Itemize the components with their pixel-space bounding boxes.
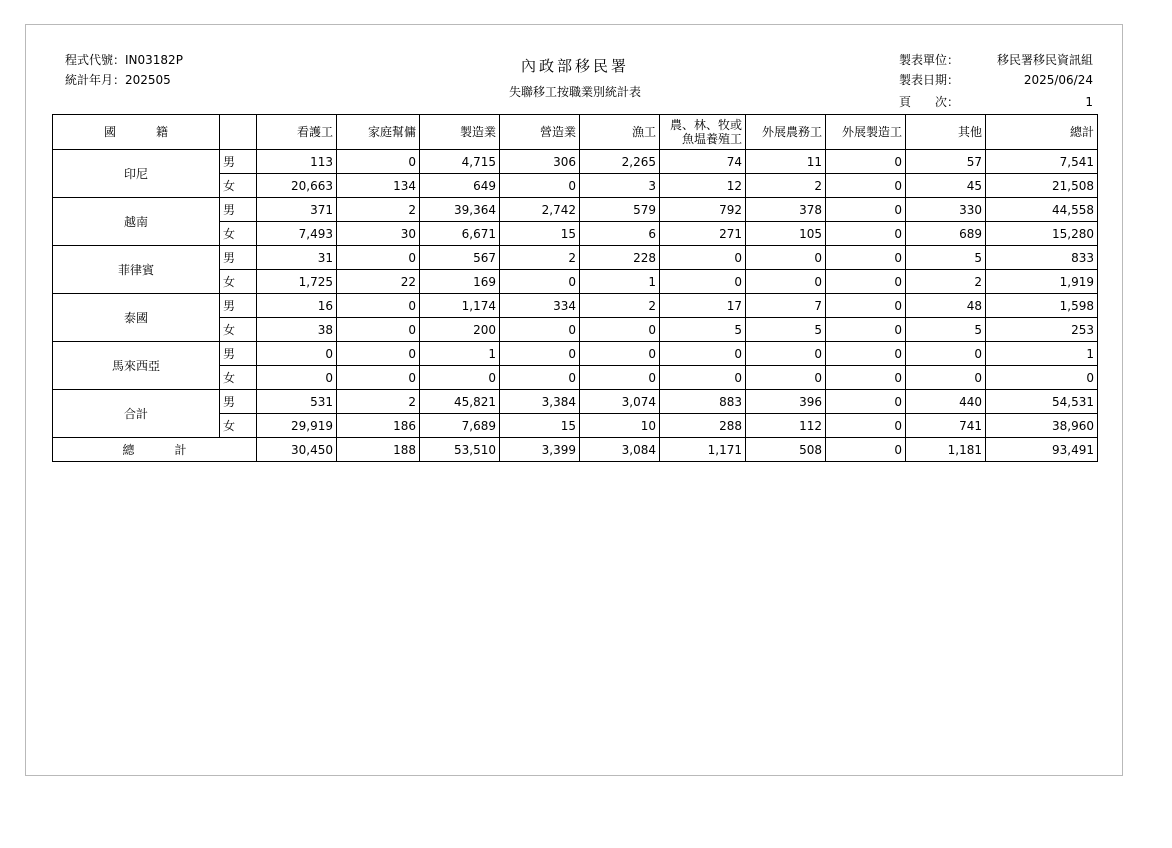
value-cell: 0 — [826, 198, 906, 222]
total-value-cell: 0 — [826, 438, 906, 462]
value-cell: 0 — [986, 366, 1098, 390]
value-cell: 1,174 — [420, 294, 500, 318]
value-cell: 228 — [580, 246, 660, 270]
value-cell: 31 — [257, 246, 337, 270]
value-cell: 741 — [906, 414, 986, 438]
sex-cell: 女 — [220, 318, 257, 342]
value-cell: 20,663 — [257, 174, 337, 198]
value-cell: 0 — [337, 318, 420, 342]
total-value-cell: 3,084 — [580, 438, 660, 462]
value-cell: 0 — [257, 366, 337, 390]
value-cell: 0 — [826, 366, 906, 390]
value-cell: 306 — [500, 150, 580, 174]
value-cell: 0 — [746, 246, 826, 270]
sex-cell: 男 — [220, 390, 257, 414]
sex-cell: 女 — [220, 222, 257, 246]
value-cell: 186 — [337, 414, 420, 438]
value-cell: 0 — [826, 414, 906, 438]
sex-cell: 女 — [220, 414, 257, 438]
col-sex — [220, 115, 257, 150]
value-cell: 689 — [906, 222, 986, 246]
value-cell: 0 — [337, 150, 420, 174]
value-cell: 0 — [826, 342, 906, 366]
date-label: 製表日期： — [899, 73, 960, 87]
value-cell: 12 — [660, 174, 746, 198]
col-total: 總計 — [986, 115, 1098, 150]
value-cell: 21,508 — [986, 174, 1098, 198]
value-cell: 3 — [580, 174, 660, 198]
value-cell: 0 — [826, 150, 906, 174]
total-value-cell: 508 — [746, 438, 826, 462]
nationality-cell: 菲律賓 — [53, 246, 220, 294]
value-cell: 3,074 — [580, 390, 660, 414]
value-cell: 11 — [746, 150, 826, 174]
value-cell: 567 — [420, 246, 500, 270]
value-cell: 531 — [257, 390, 337, 414]
value-cell: 0 — [337, 366, 420, 390]
table-row — [53, 198, 1098, 222]
value-cell: 4,715 — [420, 150, 500, 174]
value-cell: 0 — [906, 366, 986, 390]
value-cell: 334 — [500, 294, 580, 318]
unit-label: 製表單位： — [899, 53, 960, 67]
value-cell: 134 — [337, 174, 420, 198]
col-nationality: 國籍 — [53, 115, 220, 150]
value-cell: 0 — [420, 366, 500, 390]
value-cell: 22 — [337, 270, 420, 294]
report-page — [25, 24, 1123, 776]
value-cell: 371 — [257, 198, 337, 222]
value-cell: 0 — [660, 366, 746, 390]
value-cell: 2 — [746, 174, 826, 198]
nationality-cell: 馬來西亞 — [53, 342, 220, 390]
value-cell: 0 — [826, 390, 906, 414]
total-value-cell: 30,450 — [257, 438, 337, 462]
value-cell: 0 — [337, 294, 420, 318]
value-cell: 330 — [906, 198, 986, 222]
col-ext-manufacturing: 外展製造工 — [826, 115, 906, 150]
value-cell: 0 — [500, 342, 580, 366]
sex-cell: 男 — [220, 246, 257, 270]
value-cell: 1 — [420, 342, 500, 366]
table-row — [53, 246, 1098, 270]
value-cell: 0 — [826, 246, 906, 270]
value-cell: 0 — [500, 270, 580, 294]
value-cell: 792 — [660, 198, 746, 222]
value-cell: 1,598 — [986, 294, 1098, 318]
value-cell: 0 — [337, 342, 420, 366]
value-cell: 0 — [826, 294, 906, 318]
col-manufacturing: 製造業 — [420, 115, 500, 150]
stat-month: 統計年月：202505 — [65, 73, 171, 87]
value-cell: 0 — [660, 246, 746, 270]
total-value-cell: 1,181 — [906, 438, 986, 462]
value-cell: 1,919 — [986, 270, 1098, 294]
value-cell: 579 — [580, 198, 660, 222]
sex-cell: 男 — [220, 150, 257, 174]
value-cell: 0 — [746, 366, 826, 390]
value-cell: 2 — [337, 390, 420, 414]
value-cell: 38 — [257, 318, 337, 342]
value-cell: 10 — [580, 414, 660, 438]
total-value-cell: 188 — [337, 438, 420, 462]
value-cell: 0 — [580, 318, 660, 342]
value-cell: 105 — [746, 222, 826, 246]
total-value-cell: 93,491 — [986, 438, 1098, 462]
value-cell: 0 — [660, 342, 746, 366]
value-cell: 1 — [580, 270, 660, 294]
value-cell: 74 — [660, 150, 746, 174]
sex-cell: 男 — [220, 342, 257, 366]
value-cell: 6 — [580, 222, 660, 246]
value-cell: 253 — [986, 318, 1098, 342]
value-cell: 2,265 — [580, 150, 660, 174]
nationality-cell: 印尼 — [53, 150, 220, 198]
value-cell: 2 — [906, 270, 986, 294]
value-cell: 396 — [746, 390, 826, 414]
nationality-cell: 泰國 — [53, 294, 220, 342]
program-code: 程式代號：IN03182P — [65, 53, 183, 67]
grand-total-label: 總計 — [53, 438, 257, 462]
sex-cell: 女 — [220, 270, 257, 294]
nationality-cell: 越南 — [53, 198, 220, 246]
nationality-cell: 合計 — [53, 390, 220, 438]
value-cell: 883 — [660, 390, 746, 414]
value-cell: 271 — [660, 222, 746, 246]
value-cell: 7,689 — [420, 414, 500, 438]
value-cell: 2 — [500, 246, 580, 270]
col-fishing: 漁工 — [580, 115, 660, 150]
value-cell: 5 — [906, 246, 986, 270]
value-cell: 833 — [986, 246, 1098, 270]
total-value-cell: 1,171 — [660, 438, 746, 462]
value-cell: 0 — [746, 270, 826, 294]
value-cell: 0 — [500, 174, 580, 198]
value-cell: 17 — [660, 294, 746, 318]
value-cell: 649 — [420, 174, 500, 198]
value-cell: 16 — [257, 294, 337, 318]
value-cell: 169 — [420, 270, 500, 294]
col-construction: 營造業 — [500, 115, 580, 150]
value-cell: 44,558 — [986, 198, 1098, 222]
value-cell: 3,384 — [500, 390, 580, 414]
value-cell: 112 — [746, 414, 826, 438]
value-cell: 54,531 — [986, 390, 1098, 414]
value-cell: 0 — [826, 270, 906, 294]
sex-cell: 女 — [220, 174, 257, 198]
value-cell: 0 — [826, 222, 906, 246]
col-ext-agriculture: 外展農務工 — [746, 115, 826, 150]
table-body — [53, 150, 1098, 462]
report-title: 失聯移工按職業別統計表 — [508, 85, 641, 99]
value-cell: 2,742 — [500, 198, 580, 222]
value-cell: 2 — [580, 294, 660, 318]
value-cell: 6,671 — [420, 222, 500, 246]
value-cell: 45,821 — [420, 390, 500, 414]
statistics-table — [52, 114, 1098, 462]
value-cell: 0 — [906, 342, 986, 366]
value-cell: 113 — [257, 150, 337, 174]
value-cell: 48 — [906, 294, 986, 318]
date-value: 2025/06/24 — [1023, 73, 1093, 87]
value-cell: 15 — [500, 222, 580, 246]
value-cell: 0 — [660, 270, 746, 294]
value-cell: 0 — [257, 342, 337, 366]
total-value-cell: 3,399 — [500, 438, 580, 462]
value-cell: 57 — [906, 150, 986, 174]
value-cell: 0 — [580, 366, 660, 390]
value-cell: 7,493 — [257, 222, 337, 246]
value-cell: 7 — [746, 294, 826, 318]
value-cell: 45 — [906, 174, 986, 198]
sex-cell: 男 — [220, 294, 257, 318]
col-domestic: 家庭幫傭 — [337, 115, 420, 150]
value-cell: 0 — [826, 174, 906, 198]
value-cell: 1 — [986, 342, 1098, 366]
value-cell: 39,364 — [420, 198, 500, 222]
value-cell: 378 — [746, 198, 826, 222]
page-number: 1 — [1085, 95, 1093, 109]
value-cell: 15 — [500, 414, 580, 438]
grand-total-row — [53, 438, 1098, 462]
value-cell: 2 — [337, 198, 420, 222]
value-cell: 30 — [337, 222, 420, 246]
unit-value: 移民署移民資訊組 — [996, 53, 1093, 67]
value-cell: 5 — [906, 318, 986, 342]
value-cell: 0 — [337, 246, 420, 270]
value-cell: 7,541 — [986, 150, 1098, 174]
page-label: 頁 次： — [899, 95, 960, 109]
value-cell: 0 — [826, 318, 906, 342]
value-cell: 5 — [746, 318, 826, 342]
table-row — [53, 390, 1098, 414]
org-title: 內政部移民署 — [520, 57, 629, 75]
value-cell: 0 — [580, 342, 660, 366]
value-cell: 200 — [420, 318, 500, 342]
col-other: 其他 — [906, 115, 986, 150]
value-cell: 288 — [660, 414, 746, 438]
value-cell: 5 — [660, 318, 746, 342]
value-cell: 0 — [500, 318, 580, 342]
table-header-row — [53, 115, 1098, 150]
total-value-cell: 53,510 — [420, 438, 500, 462]
value-cell: 0 — [500, 366, 580, 390]
table-row — [53, 150, 1098, 174]
value-cell: 38,960 — [986, 414, 1098, 438]
value-cell: 29,919 — [257, 414, 337, 438]
value-cell: 0 — [746, 342, 826, 366]
table-row — [53, 342, 1098, 366]
sex-cell: 女 — [220, 366, 257, 390]
sex-cell: 男 — [220, 198, 257, 222]
value-cell: 440 — [906, 390, 986, 414]
col-agriculture: 農、林、牧或 魚塭養殖工 — [660, 115, 746, 150]
col-nursing: 看護工 — [257, 115, 337, 150]
table-row — [53, 294, 1098, 318]
value-cell: 1,725 — [257, 270, 337, 294]
value-cell: 15,280 — [986, 222, 1098, 246]
